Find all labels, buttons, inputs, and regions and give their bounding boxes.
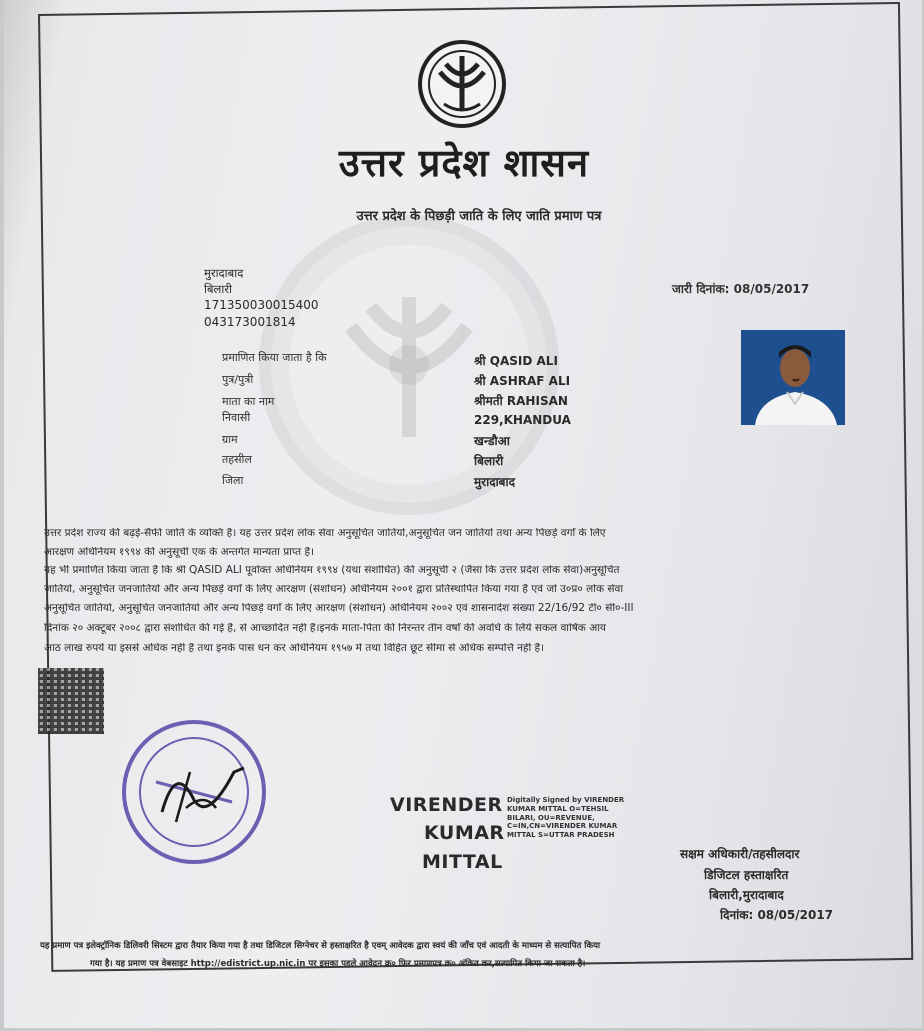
issue-date-value: 08/05/2017 [733,282,810,296]
body-line-6: दिनांक २० अक्टूबर २००८ द्वारा संशोधित की गई है, से आच्छादित नहीं है।इनके माता-पिता की निरन्तर तीन वर्षों की अवधि के लिये सकल वार्षिक आय [44,623,607,634]
officer-date-value: 08/05/2017 [757,908,834,922]
officer-location: बिलारी,मुरादाबाद [709,888,784,902]
issue-date [672,280,809,297]
digital-signature-line: Digitally Signed by VIRENDER [507,796,625,804]
detail-label-parent: पुत्र/पुत्री [222,373,254,386]
officer-date [720,906,833,923]
detail-label-resident: निवासी [222,411,251,424]
digital-signature-line: MITTAL S=UTTAR PRADESH [507,831,615,839]
detail-value-father: श्री ASHRAF ALI [474,374,571,388]
detail-value-tehsil: बिलारी [474,454,504,468]
officer-date-label: दिनांक: [720,908,754,922]
meta-district: मुरादाबाद [204,266,244,280]
body-line-7: आठ लाख रुपये या इससे अधिक नहीं है तथा इनके पास धन कर अधिनियम १९५७ मे तथा विहित छूट सीमा से अधिक सम्पत्ति नहीं है। [44,643,545,654]
detail-value-village: खन्डौआ [474,434,510,448]
meta-certificate-number: 043173001814 [204,315,296,329]
detail-label-tehsil: तहसील [222,453,252,466]
certificate-subtitle: उत्तर प्रदेश के पिछड़ी जाति के लिए जाति प्रमाण पत्र [356,209,602,224]
page-title: उत्तर प्रदेश शासन [338,141,590,185]
tehsil-office-seal [116,712,272,872]
body-line-4: जातियों, अनुसूचित जनजातियों और अन्य पिछड़े वर्गों के लिए आरक्षण (संशोधन) अधिनियम २००१ द्वारा प्रतिस्थापित किया गया है एवं जो उ०प्र० लोक सेवा [44,584,624,595]
issue-date-label: जारी दिनांक: [672,282,730,296]
meta-application-number: 171350030015400 [204,298,319,312]
footer-line-2: गया है। यह प्रमाण पत्र वेबसाइट http://edistrict.up.nic.in पर इसका पहले आवेदन क्र० फिर प्रमाणपत्र क्र० अंकित कर,सत्यापित किया जा सकता है। [90,959,586,969]
detail-value-mother: श्रीमती RAHISAN [474,394,568,408]
body-line-2: आरक्षण अधिनियम १९९४ की अनुसूची एक के अन्तर्गत मान्यता प्राप्त है। [44,547,315,558]
footer-line-1: यह प्रमाण पत्र इलेक्ट्रॉनिक डिलिवरी सिस्टम द्वारा तैयार किया गया है तथा डिजिटल सिग्नेचर से हस्ताक्षरित है एवम् आवेदक द्वारा स्वयं की जाँच एवं आदती के माध्यम से सत्यापित किया [40,941,601,951]
body-line-5: अनुसूचित जातियों, अनुसूचित जनजातियों और अन्य पिछड़े वर्गों के लिए आरक्षण (संशोधन) अधिनियम २००२ एवं शासनादेश संख्या 22/16/92 टी० सी०-III [44,603,634,614]
digital-signature-line: BILARI, OU=REVENUE, [507,813,595,822]
applicant-photo [741,330,845,425]
detail-value-district: मुरादाबाद [474,475,516,489]
digital-signature-line: KUMAR MITTAL O=TEHSIL [507,804,609,813]
detail-value-address: 229,KHANDUA [474,413,571,427]
officer-title: सक्षम अधिकारी/तहसीलदार [680,847,800,861]
detail-label-certified: प्रमाणित किया जाता है कि [222,351,327,364]
detail-value-name: श्री QASID ALI [474,354,558,368]
qr-code [38,668,104,734]
detail-label-district: जिला [222,474,244,487]
up-government-emblem [416,38,508,130]
body-line-1: उत्तर प्रदेश राज्य की बढ़ई-सैफी जाति के व्यक्ति हैं। यह उत्तर प्रदेश लोक सेवा अनुसूचित जातियों,अनुसूचित जन जातियों तथा अन्य पिछड़े वर्गों के लिए [44,528,606,539]
detail-label-mother: माता का नाम [222,395,275,408]
digital-signature-line: C=IN,CN=VIRENDER KUMAR [507,822,618,831]
signer-name-first: VIRENDER [390,794,503,816]
body-line-3: यह भी प्रमाणित किया जाता है कि श्री QASID ALI पूर्वोक्त अधिनियम १९९४ (यथा संशोधित) की अनुसूची २ (जैसा कि उत्तर प्रदेश लोक सेवा)अनुसूचित [44,565,620,576]
certificate-paper [4,0,922,1028]
signer-name-last: MITTAL [422,851,503,873]
meta-tehsil: बिलारी [204,282,233,296]
detail-label-village: ग्राम [222,433,238,446]
signer-name-middle: KUMAR [424,822,505,844]
officer-sign-type: डिजिटल हस्ताक्षरित [704,868,789,882]
digital-signature-block [507,796,657,840]
